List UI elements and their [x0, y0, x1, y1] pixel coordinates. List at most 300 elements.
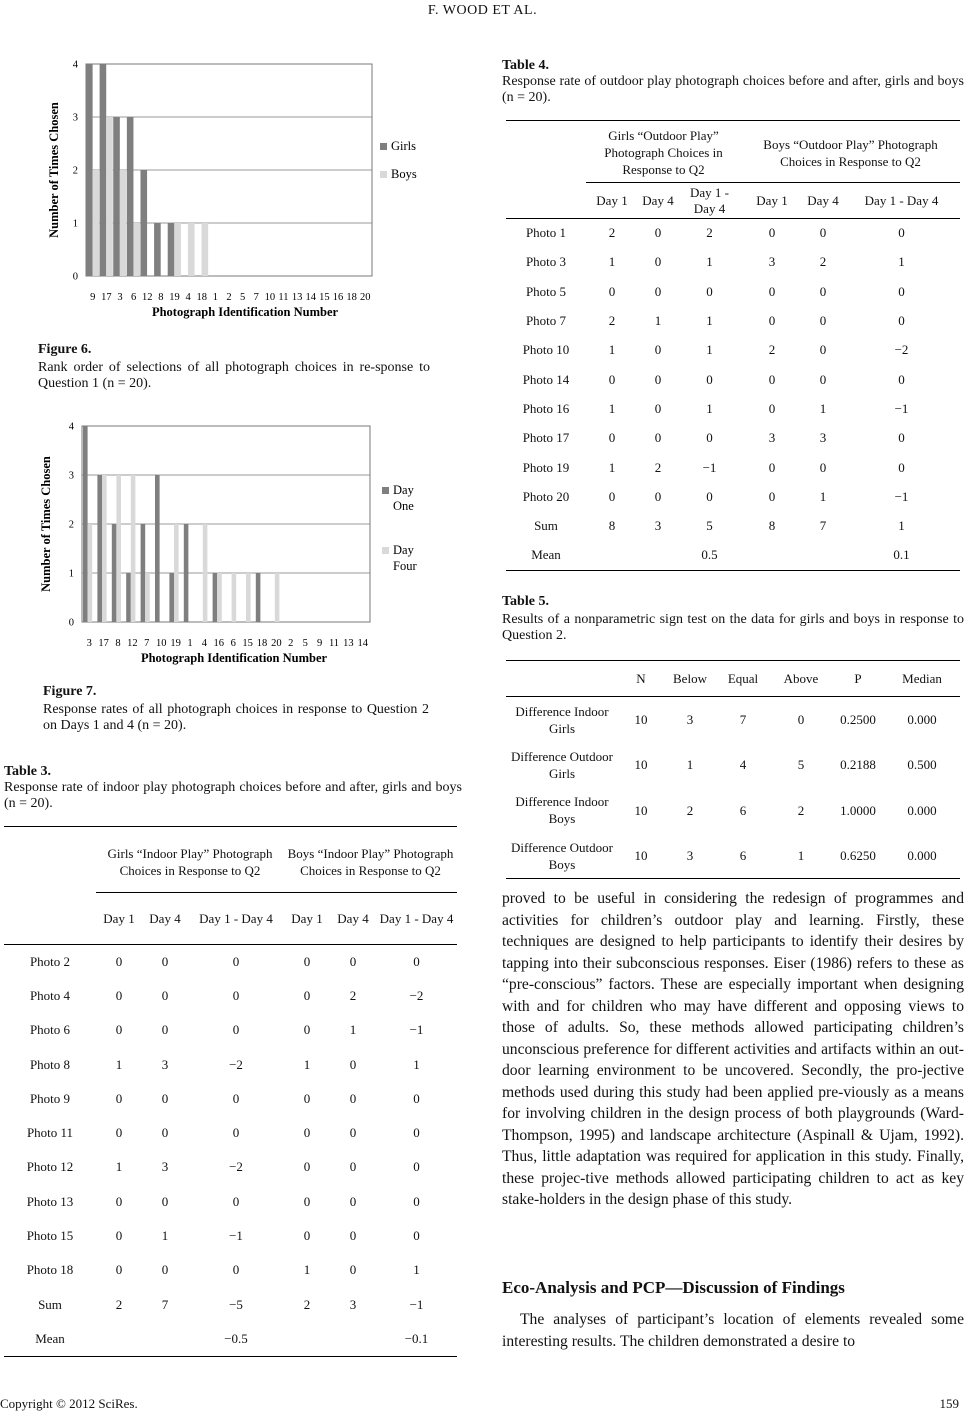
table-cell: 0	[768, 488, 776, 504]
row-label: Difference Indoor Girls	[515, 703, 609, 736]
table-cell: 0	[232, 1193, 240, 1209]
section-heading: Eco-Analysis and PCP—Discussion of Findings	[502, 1278, 845, 1297]
fig6-ytick-label: 2	[72, 165, 78, 177]
table-cell: −2	[894, 342, 909, 358]
fig7-bar-s1	[155, 475, 160, 622]
fig7-bar-s1	[126, 573, 131, 622]
row-label: Photo 9	[29, 1090, 71, 1106]
table-cell: 3	[161, 1159, 169, 1175]
table-cell: 1	[608, 342, 616, 358]
fig6-bar-s2	[133, 223, 140, 276]
table-cell: 0	[768, 459, 776, 475]
table-row	[506, 394, 960, 423]
table-cell: 2	[819, 254, 827, 270]
table-row	[506, 248, 960, 277]
t5-column-header: N	[636, 670, 646, 686]
table-cell: 0	[768, 283, 776, 299]
table-cell: 10	[634, 848, 648, 863]
table-cell: 1	[413, 1262, 420, 1278]
table-cell: −1	[894, 488, 909, 504]
table-cell: 1	[608, 459, 616, 475]
fig7-legend-label: One	[393, 499, 414, 513]
row-label: Photo 8	[29, 1056, 71, 1072]
table-row	[506, 277, 960, 306]
table-cell: 1	[303, 1056, 311, 1072]
fig7-ytick-label: 1	[68, 568, 74, 580]
table-cell	[142, 1322, 188, 1356]
fig7-bar-s2	[102, 475, 107, 622]
footer-copyright: Copyright © 2012 SciRes.	[0, 1396, 138, 1411]
table-cell: 2	[706, 225, 713, 241]
table-5-label: Table 5.	[502, 594, 549, 609]
fig7-legend-label: Day	[393, 483, 414, 497]
table-row	[4, 979, 457, 1013]
fig7-xtick-label: 1	[187, 638, 193, 649]
fig6-xtick-label: 17	[101, 292, 112, 303]
table-cell: 0	[654, 254, 662, 270]
table-cell: 0	[161, 1262, 169, 1278]
table-4-caption: Response rate of outdoor play photograph choices before and after, girls and boys (n = 20).	[502, 74, 964, 105]
fig7-xtick-label: 6	[230, 638, 236, 649]
table-cell: 0	[706, 371, 713, 387]
row-label: Photo 18	[26, 1262, 74, 1278]
row-label: Difference Outdoor Girls	[511, 748, 613, 781]
fig7-xtick-label: 16	[213, 638, 225, 649]
fig7-legend-label: Day	[393, 543, 414, 557]
row-label: Photo 13	[26, 1193, 74, 1209]
table-row	[4, 1287, 457, 1321]
table-cell: 0.6250	[840, 848, 876, 863]
fig7-bar-s1	[169, 573, 174, 622]
table-cell: 0	[797, 712, 805, 727]
table-cell: 3	[768, 430, 776, 446]
table-cell: 0	[303, 1090, 311, 1106]
table-cell: 0	[654, 430, 662, 446]
table-cell: 0	[232, 953, 240, 969]
table-cell: 1	[349, 1022, 357, 1038]
table-cell: 2	[115, 1296, 123, 1312]
row-label: Photo 2	[29, 953, 71, 969]
table-cell: 0	[349, 1262, 357, 1278]
table-cell: 0	[161, 1090, 169, 1106]
fig7-bar-s2	[88, 524, 93, 622]
fig7-bar-s1	[83, 426, 88, 622]
table-cell: 0	[413, 1159, 420, 1175]
table-cell: 2	[797, 802, 805, 818]
table-cell: 3	[654, 518, 662, 534]
table-row	[506, 306, 960, 335]
table-5	[506, 660, 960, 879]
figure-7-chart	[38, 414, 438, 676]
table-row	[506, 742, 960, 788]
table-row	[4, 1082, 457, 1116]
table-cell: 0	[706, 283, 713, 299]
table-cell: 0	[115, 987, 123, 1003]
table-cell: 0	[303, 953, 311, 969]
table-cell: 1	[819, 488, 827, 504]
table-cell: 1	[115, 1056, 123, 1072]
table-cell: 0	[349, 953, 357, 969]
table-cell: 0	[898, 371, 905, 387]
table-cell: −2	[229, 1159, 243, 1175]
fig6-xtick-label: 4	[185, 292, 191, 303]
table-cell: 3	[686, 712, 694, 727]
body-paragraph-2: The analyses of participant’s location of elements revealed some interesting results. The children demonstrated a desire to	[502, 1311, 964, 1350]
fig7-bar-s2	[116, 475, 121, 622]
table-cell	[741, 541, 803, 570]
fig6-xtick-label: 19	[169, 292, 180, 303]
table-4-label: Table 4.	[502, 58, 549, 73]
fig6-bar-s2	[93, 170, 100, 276]
table-cell: 7	[161, 1296, 169, 1312]
running-head: F. WOOD ET AL.	[427, 3, 538, 18]
table-cell: 0	[706, 488, 713, 504]
t3-column-header: Day 1 - Day 4	[379, 910, 454, 926]
fig6-bar-s1	[168, 223, 175, 276]
table-row	[506, 365, 960, 394]
table-cell: 0.000	[907, 802, 937, 818]
fig6-xtick-label: 10	[264, 292, 276, 303]
fig7-bar-s2	[232, 573, 237, 622]
fig6-ytick-label: 1	[72, 218, 78, 230]
table-cell: 5	[706, 518, 713, 534]
fig6-bar-s2	[106, 117, 113, 276]
fig6-xtick-label: 20	[359, 292, 371, 303]
table-cell: 0	[413, 953, 420, 969]
fig6-xtick-label: 5	[239, 292, 246, 303]
fig6-bar-s1	[86, 64, 93, 276]
fig6-legend-swatch	[380, 171, 387, 178]
row-label: Photo 14	[522, 371, 570, 387]
fig6-ytick-label: 3	[72, 112, 78, 124]
table-cell: 8	[608, 518, 616, 534]
table-row	[4, 1219, 457, 1253]
table-cell: 3	[768, 254, 776, 270]
table-cell: 0	[654, 342, 662, 358]
fig7-legend-swatch	[382, 487, 389, 494]
fig6-xtick-label: 15	[319, 292, 330, 303]
table-cell: 1	[819, 400, 827, 416]
table-row	[506, 336, 960, 365]
t3-column-header: Day 4	[149, 910, 181, 926]
fig7-bar-s2	[217, 573, 222, 622]
table-cell: 0	[115, 1090, 123, 1106]
row-label: Photo 19	[522, 459, 570, 475]
table-cell: 1	[115, 1159, 123, 1175]
table-row	[506, 697, 960, 743]
row-label: Photo 11	[26, 1125, 74, 1141]
figure-6-chart	[38, 52, 438, 332]
table-cell: 0.2188	[840, 757, 876, 773]
figure-6-caption: Rank order of selections of all photograph choices in re-sponse to Question 1 (n = 20).	[38, 360, 430, 391]
fig7-xaxis-label: Photograph Identification Number	[140, 651, 328, 665]
table-row	[4, 945, 457, 979]
table-cell: 1	[898, 518, 905, 534]
table-cell: 1	[706, 342, 713, 358]
table-cell: 0	[349, 1193, 357, 1209]
table-cell: 4	[739, 757, 747, 773]
table-cell: 0	[608, 371, 616, 387]
row-label: Photo 20	[522, 488, 570, 504]
table-cell: 0	[654, 283, 662, 299]
table-cell: 3	[819, 430, 827, 446]
table-cell: 1.0000	[840, 802, 876, 818]
fig6-legend-label: Girls	[391, 139, 416, 153]
table-cell	[638, 541, 678, 570]
fig6-bar-s2	[202, 223, 209, 276]
body-paragraph-1: proved to be useful in considering the redesign of programmes and activities for children’s outdoor play and learning. Firstly, these techniques are designed to help participants to identify their desires by tapping into their subconscious responses. Eiser (1986) refers to these as “pre-conscious” factors. These are especially important when designing with and for children who may have different and opposing views to those of adults. So, these methods allowed participating children’s unconscious preference for different activities and artifacts within an out-door learning environment to be uncovered. Secondly, the pro-jective methods used during this study had been applied pre-viously as a means for involving children in the design process of both playgrounds (Ward-Thompson, 1995) and landscape architecture (Aspinall & Ujam, 1992). Thus, little adaptation was required for application in this study. Finally, these projec-tive methods allowed participating children to act as key stake-holders in the design phase of this study.	[502, 890, 964, 1208]
table-cell: −0.5	[224, 1330, 248, 1346]
row-label: Photo 7	[525, 313, 567, 329]
table-cell: 6	[739, 802, 747, 818]
fig7-bar-s1	[184, 524, 189, 622]
table-cell: 0.500	[907, 757, 937, 773]
table-cell: 3	[686, 848, 694, 863]
table-cell: 0	[898, 430, 905, 446]
fig7-bar-s2	[203, 524, 208, 622]
table-4-boys-header: Boys “Outdoor Play” Photograph Choices in Response to Q2	[741, 121, 960, 183]
table-cell: 0.000	[907, 712, 937, 727]
t4-column-header: Day 4	[807, 192, 839, 208]
table-cell: 0	[161, 1125, 169, 1141]
fig6-xtick-label: 18	[346, 292, 357, 303]
table-row	[4, 1150, 457, 1184]
table-cell: 2	[608, 313, 616, 329]
table-cell: 0	[413, 1090, 420, 1106]
table-cell: 1	[706, 400, 713, 416]
table-cell: 0	[654, 400, 662, 416]
table-cell: 0	[349, 1056, 357, 1072]
fig6-xtick-label: 7	[253, 292, 259, 303]
t5-column-header	[506, 661, 618, 697]
row-label: Photo 3	[525, 254, 567, 270]
table-cell: 0	[115, 1125, 123, 1141]
row-label: Photo 16	[522, 400, 570, 416]
table-cell: 2	[608, 225, 616, 241]
fig6-legend-label: Boys	[391, 167, 417, 181]
table-cell: 2	[303, 1296, 311, 1312]
table-row	[506, 511, 960, 540]
table-cell: 0	[898, 459, 905, 475]
table-cell: 0	[608, 430, 616, 446]
table-cell: 2	[349, 987, 357, 1003]
table-cell: 0	[115, 1262, 123, 1278]
table-cell: 0	[608, 488, 616, 504]
table-cell: 2	[768, 342, 776, 358]
fig7-xtick-label: 8	[115, 638, 121, 649]
t5-column-header: P	[854, 670, 862, 686]
table-row	[506, 219, 960, 248]
table-5-caption: Results of a nonparametric sign test on the data for girls and boys in response to Question 2.	[502, 612, 964, 643]
table-3	[4, 826, 457, 1357]
fig7-xtick-label: 19	[170, 638, 181, 649]
table-cell: 0	[768, 313, 776, 329]
table-cell: 0	[898, 283, 905, 299]
table-cell: 6	[739, 848, 747, 863]
table-cell	[96, 1322, 142, 1356]
t3-column-header: Day 1	[291, 910, 323, 926]
t3-column-header: Day 1 - Day 4	[199, 910, 273, 926]
fig6-xtick-label: 9	[90, 292, 96, 303]
table-cell: 0	[303, 1125, 311, 1141]
fig7-ytick-label: 4	[68, 421, 74, 433]
fig6-bar-s1	[154, 223, 161, 276]
fig6-bar-s1	[100, 64, 107, 276]
fig7-ytick-label: 0	[68, 617, 74, 629]
table-cell: −5	[229, 1296, 243, 1312]
table-row	[4, 1322, 457, 1356]
table-cell	[284, 1322, 330, 1356]
fig7-xtick-label: 3	[86, 638, 92, 649]
fig6-bar-s2	[120, 170, 127, 276]
table-cell: 0	[303, 1193, 311, 1209]
table-cell: 0	[232, 1125, 240, 1141]
table-cell: 0.000	[907, 848, 937, 863]
fig6-xtick-label: 8	[158, 292, 164, 303]
row-label: Difference Indoor Boys	[515, 794, 609, 827]
table-row	[506, 833, 960, 879]
fig7-bar-s1	[213, 573, 218, 622]
row-label: Photo 5	[525, 283, 567, 299]
table-cell: 0.2500	[840, 712, 876, 727]
fig6-bar-s2	[174, 223, 181, 276]
fig6-yaxis-label: Number of Times Chosen	[47, 102, 61, 238]
table-cell: 0.5	[701, 547, 718, 563]
fig7-ytick-label: 3	[68, 470, 74, 482]
fig7-xtick-label: 13	[343, 638, 354, 649]
table-cell: −1	[409, 1022, 424, 1038]
table-cell: 0	[161, 1022, 169, 1038]
t3-column-header: Day 1	[103, 910, 135, 926]
table-cell: 0	[232, 1022, 240, 1038]
table-cell: 0	[898, 225, 905, 241]
fig6-xtick-label: 12	[142, 292, 153, 303]
table-cell: 0	[349, 1125, 357, 1141]
t3-column-header: Day 4	[337, 910, 369, 926]
fig6-legend-swatch	[380, 143, 387, 150]
table-cell: 1	[608, 400, 616, 416]
table-cell: 0	[654, 488, 662, 504]
fig6-xtick-label: 6	[131, 292, 137, 303]
table-cell	[803, 541, 843, 570]
t5-column-header: Median	[902, 670, 942, 686]
table-cell: 0	[768, 225, 776, 241]
fig6-ytick-label: 4	[72, 59, 78, 71]
figure-7-label: Figure 7.	[43, 684, 97, 699]
table-3-caption: Response rate of indoor play photograph choices before and after, girls and boys (n = 20).	[4, 780, 462, 811]
table-cell: 1	[797, 848, 805, 863]
row-label: Photo 17	[522, 430, 570, 446]
fig6-ytick-label: 0	[72, 271, 78, 283]
t4-column-header: Day 1 - Day 4	[690, 184, 729, 216]
fig7-xtick-label: 5	[302, 638, 308, 649]
table-cell: 0	[161, 987, 169, 1003]
t5-column-header: Equal	[727, 670, 759, 686]
table-cell: −0.1	[404, 1330, 429, 1346]
table-row	[4, 1185, 457, 1219]
table-cell: 3	[349, 1296, 357, 1312]
table-cell: 0	[819, 459, 827, 475]
table-cell: 5	[797, 757, 805, 773]
table-4	[506, 120, 960, 571]
table-cell: 0	[819, 313, 827, 329]
fig6-xtick-label: 14	[305, 292, 316, 303]
fig7-bar-s2	[275, 573, 280, 622]
table-cell: 0	[303, 987, 311, 1003]
table-cell: 0	[232, 1090, 240, 1106]
table-cell: 0.1	[893, 547, 910, 563]
table-cell	[586, 541, 638, 570]
table-cell: 0	[768, 400, 776, 416]
table-row	[4, 1116, 457, 1150]
fig7-xtick-label: 11	[328, 638, 340, 649]
table-cell: 0	[819, 342, 827, 358]
fig7-bar-s1	[112, 524, 117, 622]
table-cell: 1	[413, 1056, 420, 1072]
table-row	[506, 424, 960, 453]
fig6-bar-s1	[140, 170, 147, 276]
table-cell: 0	[115, 1193, 123, 1209]
table-cell: 7	[819, 518, 827, 534]
table-row	[4, 1013, 457, 1047]
table-cell: 0	[608, 283, 616, 299]
table-row	[506, 453, 960, 482]
t5-column-header: Below	[673, 670, 707, 686]
fig7-xtick-label: 4	[201, 638, 208, 649]
table-cell: 1	[303, 1262, 311, 1278]
fig7-xtick-label: 10	[155, 638, 167, 649]
table-cell: 7	[739, 712, 747, 727]
row-label: Photo 6	[29, 1022, 71, 1038]
fig7-xtick-label: 9	[316, 638, 323, 649]
fig7-bar-s2	[246, 573, 251, 622]
table-cell: 8	[768, 518, 776, 534]
table-cell: 0	[232, 987, 240, 1003]
fig6-xtick-label: 18	[196, 292, 208, 303]
table-cell: 0	[654, 371, 662, 387]
t4-column-header: Day 4	[642, 192, 674, 208]
table-cell: 0	[115, 953, 123, 969]
fig7-xtick-label: 17	[98, 638, 109, 649]
fig6-xtick-label: 16	[332, 292, 344, 303]
table-row	[4, 1253, 457, 1287]
table-cell	[330, 1322, 376, 1356]
table-cell: 0	[413, 1193, 420, 1209]
table-3-boys-header: Boys “Indoor Play” Photograph Choices in Response to Q2	[284, 827, 457, 893]
fig7-xtick-label: 12	[127, 638, 138, 649]
table-cell: −1	[894, 400, 909, 416]
table-cell: −2	[409, 987, 424, 1003]
t5-column-header: Above	[783, 670, 819, 686]
table-cell: 1	[898, 254, 905, 270]
table-cell: 0	[413, 1125, 420, 1141]
t4-column-header: Day 1	[756, 192, 788, 208]
fig7-xtick-label: 18	[256, 638, 268, 649]
table-cell: 0	[413, 1228, 420, 1244]
table-cell: 1	[161, 1228, 169, 1244]
fig7-bar-s2	[174, 524, 179, 622]
fig6-xtick-label: 3	[117, 292, 123, 303]
table-cell: 0	[768, 371, 776, 387]
row-label: Photo 12	[26, 1159, 74, 1175]
table-cell: 0	[115, 1022, 123, 1038]
table-cell: 0	[819, 283, 827, 299]
table-3-girls-header: Girls “Indoor Play” Photograph Choices in Response to Q2	[96, 827, 284, 893]
row-label: Photo 1	[525, 225, 567, 241]
table-cell: 1	[706, 313, 713, 329]
table-cell: 0	[654, 225, 662, 241]
row-label: Sum	[38, 1296, 62, 1312]
